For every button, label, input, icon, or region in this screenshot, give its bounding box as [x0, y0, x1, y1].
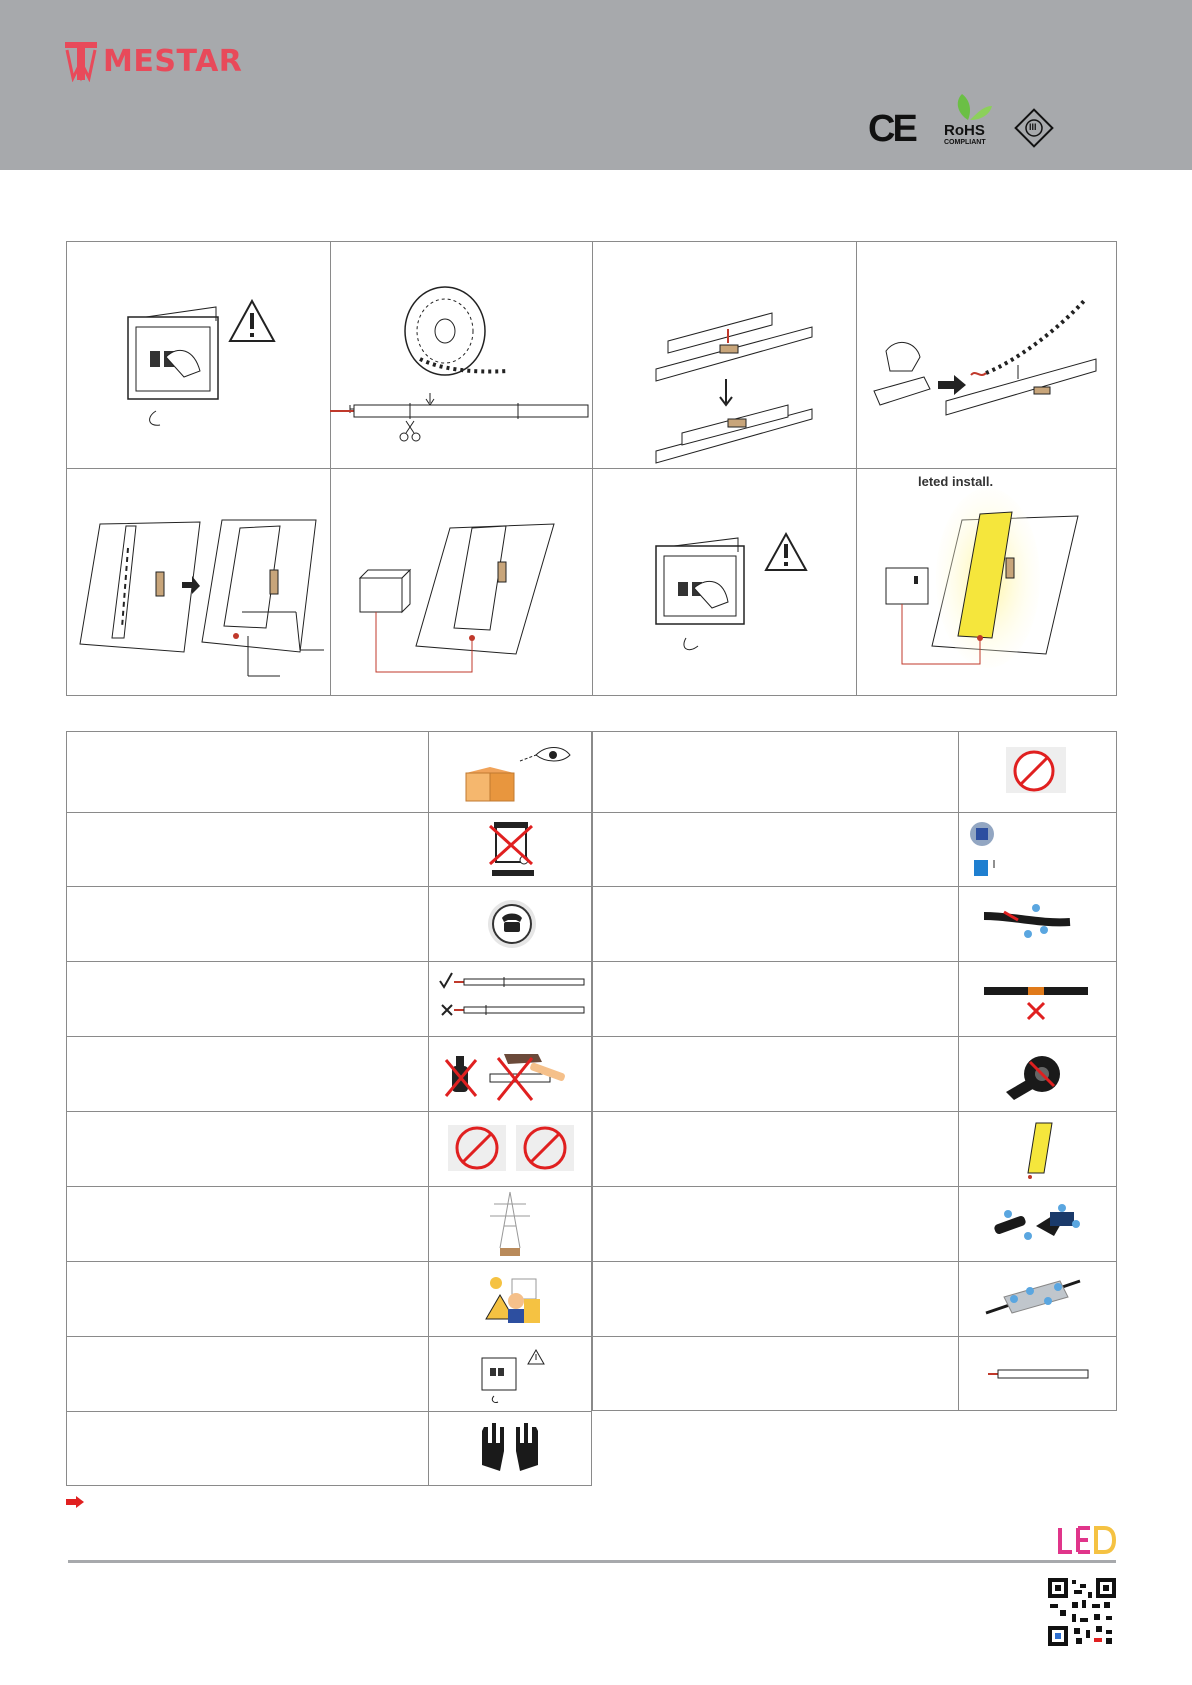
footer-divider	[68, 1560, 1116, 1563]
no-bending-no-coiling-icon	[428, 1111, 592, 1186]
qr-code[interactable]	[1048, 1578, 1116, 1646]
wear-gloves-icon	[428, 1411, 592, 1486]
no-tape-icon	[958, 1036, 1117, 1111]
cut-marks-icon	[428, 961, 592, 1036]
step-4-peel-and-stick	[856, 241, 1117, 468]
no-household-waste-icon	[428, 812, 592, 886]
brand-mark-icon	[63, 40, 99, 82]
led-logo	[1058, 1526, 1116, 1556]
step-1-switch-off	[66, 241, 330, 468]
no-chemicals-no-impact-icon	[428, 1036, 592, 1111]
step-8-completed-install	[856, 468, 1117, 696]
step-6-connect-driver	[330, 468, 592, 696]
no-soldering-icon	[958, 961, 1117, 1036]
class-iii-mark: III	[1012, 106, 1056, 150]
footnote-arrow-icon	[66, 1495, 84, 1513]
step-2-cut-strip	[330, 241, 592, 468]
waterproof-connectors-icon	[958, 1186, 1117, 1261]
step-5-close-cover	[66, 468, 330, 696]
driver-indoor-icon	[958, 812, 1117, 886]
inspect-package-icon	[428, 731, 592, 812]
contact-support-icon	[428, 886, 592, 961]
scissors-icon	[400, 421, 420, 441]
rohs-mark: RoHS COMPLIANT	[940, 92, 996, 152]
qualified-electrician-icon	[428, 1261, 592, 1336]
ce-mark: CE	[868, 108, 915, 150]
no-reel-operation-icon	[958, 731, 1117, 812]
wet-cable-icon	[958, 886, 1117, 961]
step-7-switch-on	[592, 468, 856, 696]
leaf-icon	[940, 92, 996, 122]
led-strip-segment-icon	[958, 1336, 1117, 1411]
warning-icon	[766, 534, 806, 570]
brand-logo	[63, 40, 273, 82]
brand-name: MESTAR	[103, 44, 243, 79]
switch-off-power-icon	[428, 1336, 592, 1411]
step-8-caption: leted install.	[918, 474, 994, 489]
waterproof-junction-icon	[958, 1261, 1117, 1336]
step-3-mount-channel	[592, 241, 856, 468]
warning-icon	[230, 301, 274, 341]
power-pylon-icon	[428, 1186, 592, 1261]
lit-fixture-icon	[958, 1111, 1117, 1186]
